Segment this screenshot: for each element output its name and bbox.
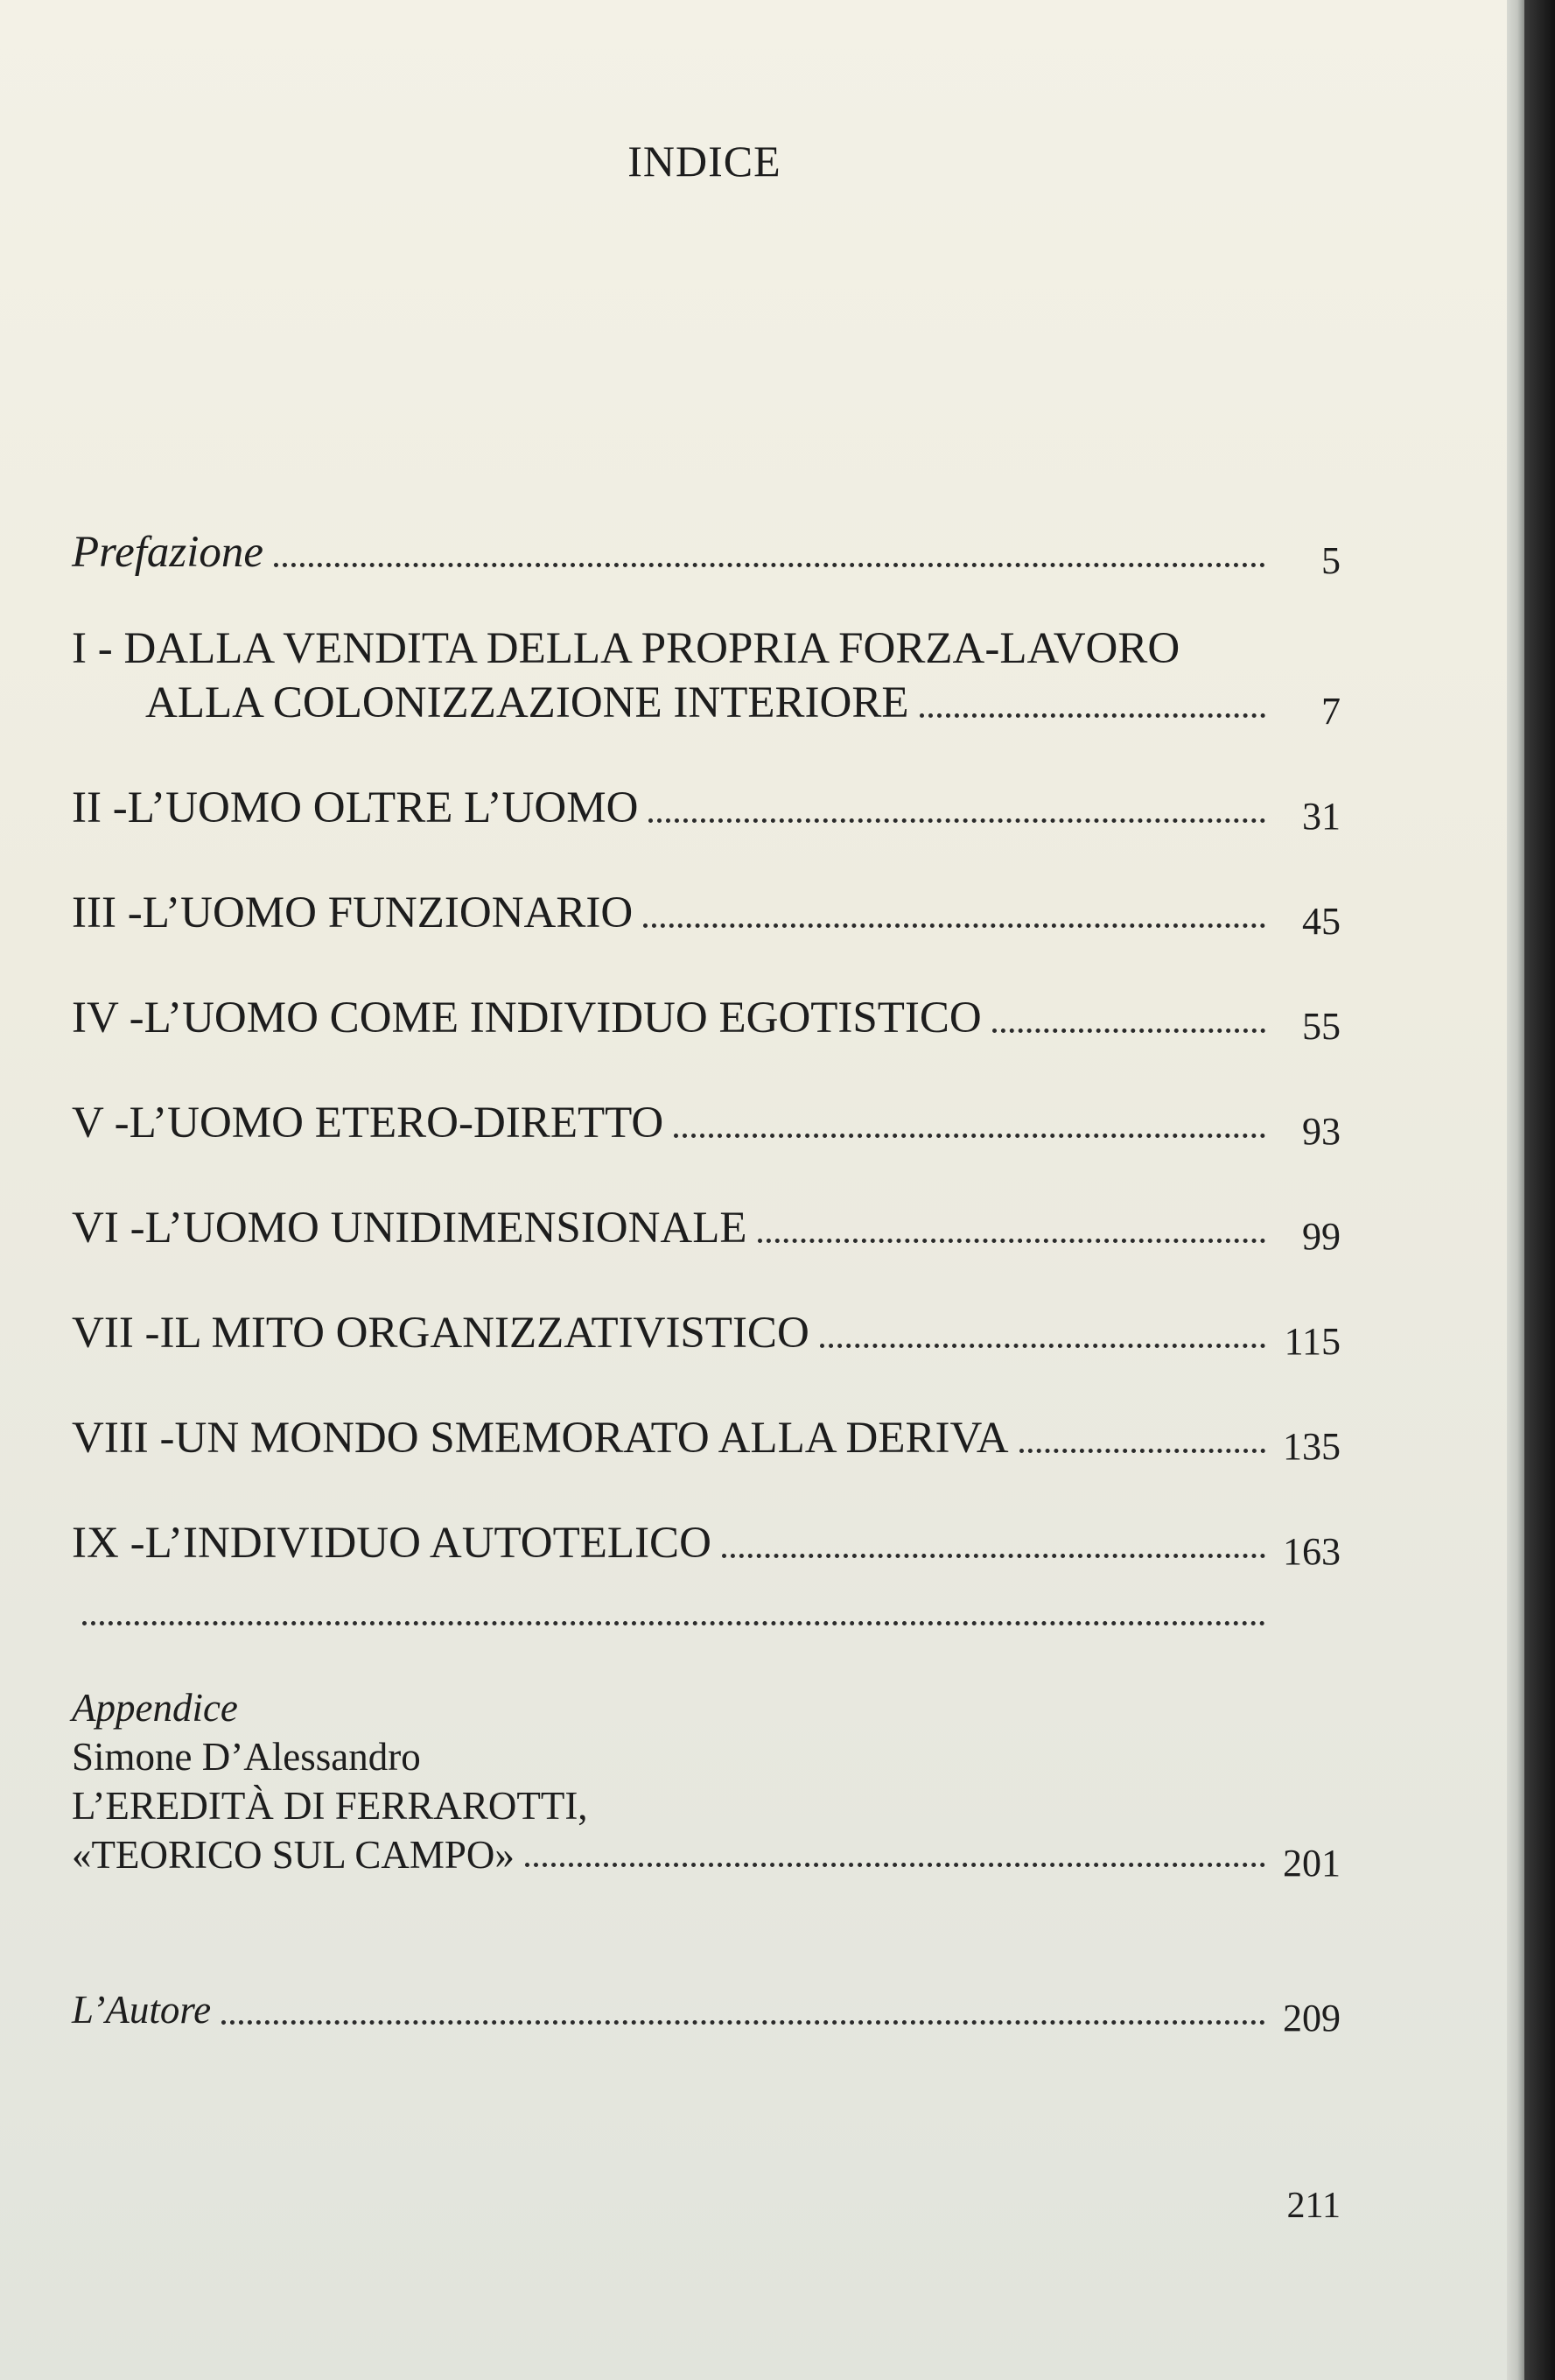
toc-entry-label: IL MITO ORGANIZZATIVISTICO	[159, 1309, 809, 1358]
dot-leader	[992, 1029, 1265, 1033]
toc-entry-page: 201	[1283, 1842, 1341, 1885]
appendix-title-line1: L’EREDITÀ DI FERRAROTTI,	[72, 1784, 588, 1828]
toc-entry-number: V -	[72, 1099, 130, 1148]
toc-entry-label-line2: ALLA COLONIZZAZIONE INTERIORE	[145, 678, 909, 727]
toc-entry-label: L’INDIVIDUO AUTOTELICO	[144, 1519, 711, 1568]
toc-entry-chapter-9	[72, 1516, 1341, 1573]
toc-entry-label: L’UOMO ETERO-DIRETTO	[129, 1099, 664, 1148]
dot-leader	[820, 1344, 1265, 1348]
toc-entry-number: III -	[72, 888, 143, 937]
appendix-author: Simone D’Alessandro	[72, 1735, 421, 1779]
toc-entry-label: L’UOMO COME INDIVIDUO EGOTISTICO	[144, 993, 982, 1043]
toc-entry-page: 5	[1321, 539, 1341, 582]
dot-leader	[722, 1554, 1265, 1558]
toc-entry-appendix	[72, 1683, 1341, 1885]
toc-entry-chapter-1	[72, 621, 1341, 733]
toc-entry-chapter-3	[72, 886, 1341, 943]
toc-entry-chapter-4	[72, 991, 1341, 1048]
page-title: INDICE	[627, 137, 781, 186]
toc-entry-page: 93	[1302, 1110, 1341, 1153]
toc-entry-chapter-6	[72, 1201, 1341, 1258]
toc-entry-chapter-10	[72, 1621, 1341, 1638]
toc-entry-page: 163	[1283, 1530, 1341, 1573]
table-of-contents	[72, 525, 1341, 2037]
toc-entry-chapter-8	[72, 1411, 1341, 1468]
toc-entry-prefazione	[72, 525, 1341, 582]
toc-entry-label: UN MONDO SMEMORATO ALLA DERIVA	[174, 1414, 1009, 1463]
toc-entry-label: L’UOMO OLTRE L’UOMO	[127, 783, 639, 832]
page-edge	[1507, 0, 1524, 2380]
toc-entry-number: I -	[72, 624, 124, 673]
toc-entry-label: L’Autore	[72, 1988, 212, 2032]
dot-leader	[758, 1239, 1265, 1243]
toc-entry-number: VII -	[72, 1309, 160, 1358]
dot-leader	[643, 923, 1265, 928]
dot-leader	[648, 818, 1265, 823]
toc-entry-autore	[72, 1983, 1341, 2037]
toc-entry-page: 55	[1302, 1005, 1341, 1048]
page-shadow	[1524, 0, 1555, 2380]
toc-entry-page: 31	[1302, 795, 1341, 838]
toc-entry-page: 115	[1284, 1320, 1341, 1363]
toc-entry-chapter-7	[72, 1306, 1341, 1363]
toc-entry-number: IV -	[72, 993, 144, 1043]
toc-entry-page: 7	[1321, 690, 1341, 733]
dot-leader	[221, 2020, 1265, 2025]
toc-entry-number: VIII -	[72, 1414, 175, 1463]
appendix-heading: Appendice	[72, 1686, 238, 1730]
toc-entry-label: L’UOMO FUNZIONARIO	[142, 888, 634, 937]
toc-entry-chapter-5	[72, 1096, 1341, 1153]
toc-entry-page: 45	[1302, 900, 1341, 943]
toc-entry-page: 209	[1283, 1997, 1341, 2039]
toc-entry-page: 99	[1302, 1215, 1341, 1258]
dot-leader	[82, 1621, 1265, 1625]
toc-entry-number: VI -	[72, 1204, 145, 1253]
toc-entry-number: II -	[72, 783, 128, 832]
appendix-title-line2: «TEORICO SUL CAMPO»	[72, 1833, 515, 1877]
toc-entry-page: 135	[1283, 1425, 1341, 1468]
toc-entry-number: IX -	[72, 1519, 145, 1568]
toc-entry-label: Prefazione	[72, 528, 264, 577]
toc-entry-label-line1: DALLA VENDITA DELLA PROPRIA FORZA-LAVORO	[123, 624, 1180, 673]
dot-leader	[920, 713, 1265, 718]
dot-leader	[674, 1134, 1265, 1138]
page-number: 211	[1286, 2186, 1341, 2226]
toc-entry-chapter-2	[72, 781, 1341, 838]
dot-leader	[1019, 1449, 1265, 1453]
dot-leader	[274, 563, 1265, 567]
dot-leader	[525, 1863, 1265, 1867]
toc-entry-label: L’UOMO UNIDIMENSIONALE	[144, 1204, 747, 1253]
